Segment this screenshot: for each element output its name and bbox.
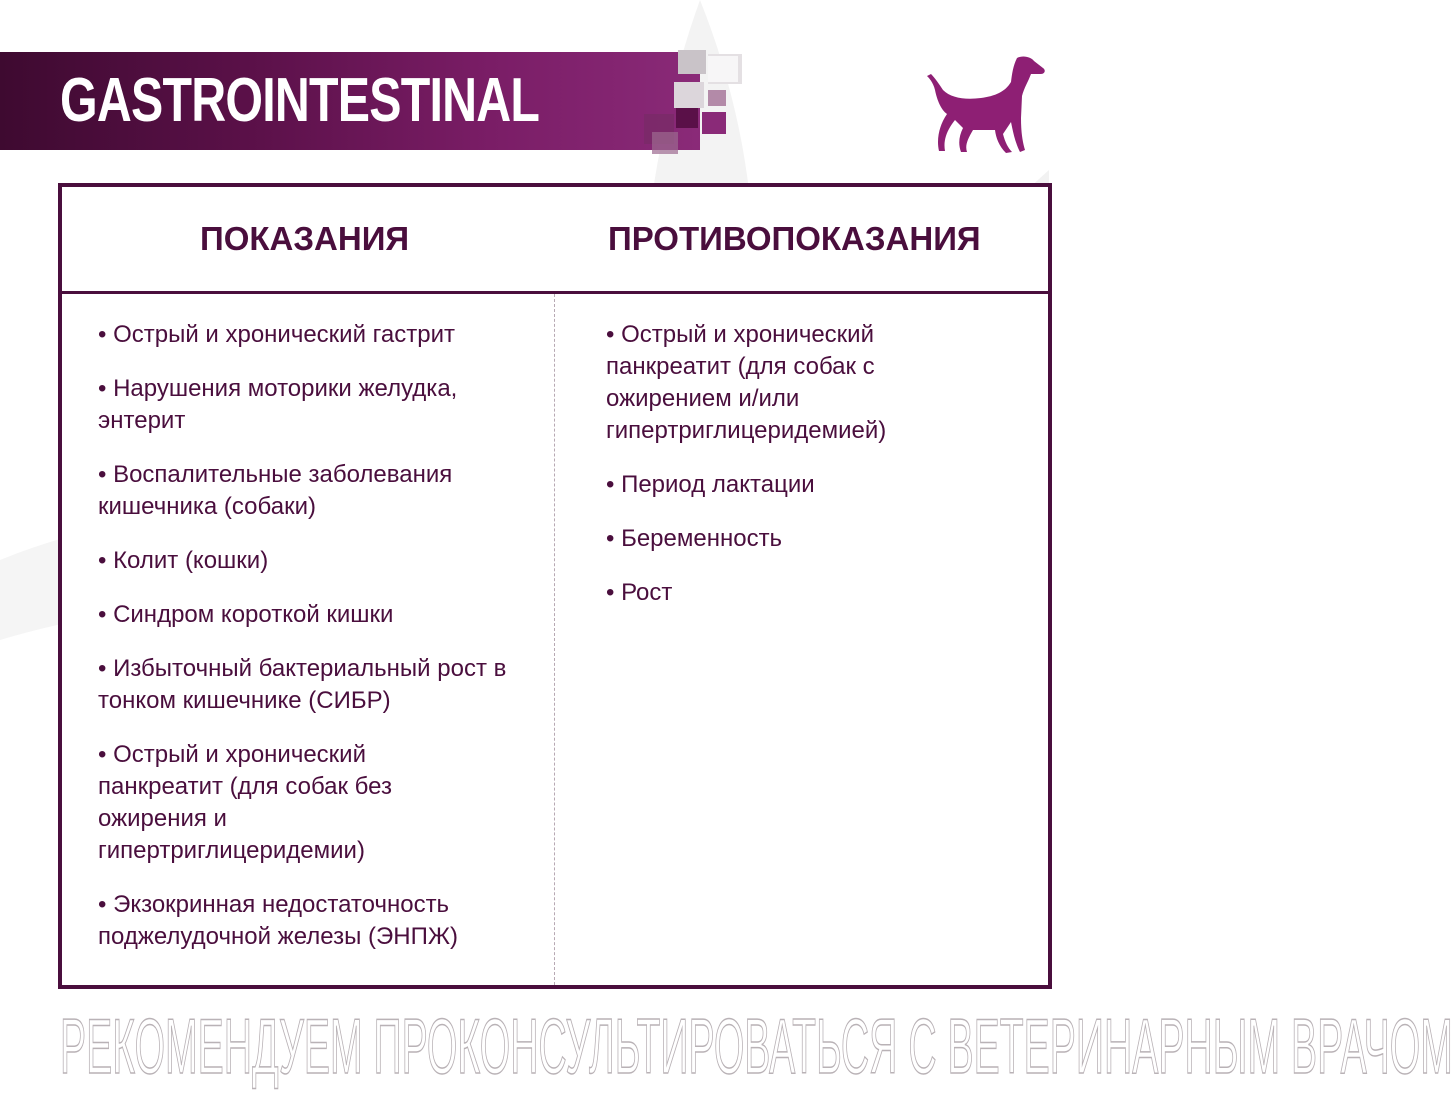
list-item: • Экзокринная недостаточность поджелудочной железы (ЭНПЖ) <box>98 891 458 950</box>
list-item: • Острый и хронический панкреатит (для собак с ожирением и/или гипертриглицеридемией) <box>606 321 887 444</box>
page-title: GASTROINTESTINAL <box>60 66 540 135</box>
list-item: • Нарушения моторики желудка, энтерит <box>98 375 458 434</box>
list-item: • Острый и хронический гастрит <box>98 321 455 348</box>
list-item: • Воспалительные заболевания кишечника (собаки) <box>98 461 453 520</box>
contraindications-list <box>606 319 1026 631</box>
list-item: • Период лактации <box>606 471 815 498</box>
list-item: • Острый и хронический панкреатит (для собак без ожирения и гипертриглицеридемии) <box>98 741 392 864</box>
list-item: • Рост <box>606 579 673 606</box>
list-item: • Колит (кошки) <box>98 547 269 574</box>
contraindications-heading: ПРОТИВОПОКАЗАНИЯ <box>608 220 981 257</box>
dog-silhouette-icon <box>925 52 1050 157</box>
column-divider <box>554 294 555 985</box>
indications-list <box>98 319 538 975</box>
consult-vet-note: РЕКОМЕНДУЕМ ПРОКОНСУЛЬТИРОВАТЬСЯ С ВЕТЕРИНАРНЫМ ВРАЧОМ <box>60 1002 1453 1090</box>
indications-heading: ПОКАЗАНИЯ <box>200 220 410 257</box>
table-header <box>62 187 1048 294</box>
list-item: • Синдром короткой кишки <box>98 601 394 628</box>
squares-decoration-icon <box>638 48 750 158</box>
list-item: • Избыточный бактериальный рост в тонком кишечнике (СИБР) <box>98 655 507 714</box>
list-item: • Беременность <box>606 525 783 552</box>
indications-table <box>58 183 1052 989</box>
